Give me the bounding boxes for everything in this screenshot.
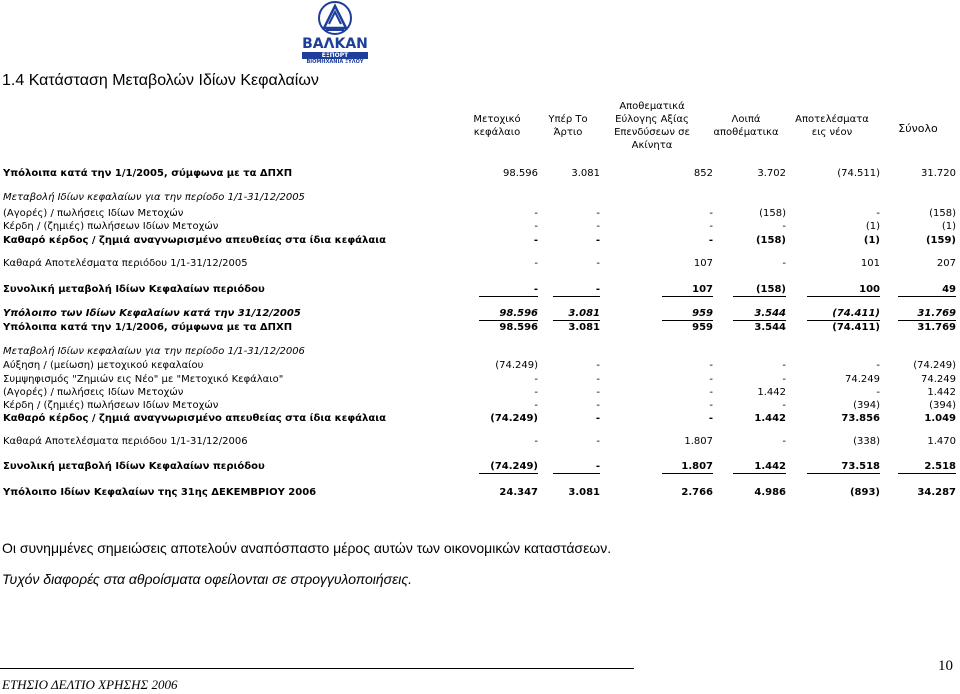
page-number: 10 bbox=[938, 658, 953, 674]
cell-value: 3.544 bbox=[754, 322, 786, 333]
cell-value: - bbox=[709, 208, 713, 219]
cell-value: (74.249) bbox=[490, 461, 538, 472]
company-logo bbox=[296, 0, 374, 66]
cell-value: 207 bbox=[936, 258, 956, 269]
cell-value: 959 bbox=[692, 308, 713, 319]
cell-value: (394) bbox=[929, 400, 956, 411]
row-label: Κέρδη / (ζημιές) πωλήσεων Ιδίων Μετοχών bbox=[3, 221, 219, 232]
total-underline bbox=[733, 320, 786, 321]
table-row bbox=[0, 283, 960, 297]
cell-value: 24.347 bbox=[499, 487, 538, 498]
total-underline bbox=[898, 473, 956, 474]
cell-value: (74.249) bbox=[495, 360, 538, 371]
cell-value: 1.442 bbox=[927, 387, 956, 398]
cell-value: (158) bbox=[755, 235, 786, 246]
cell-value: 3.544 bbox=[754, 308, 786, 319]
cell-value: (74.511) bbox=[837, 168, 880, 179]
cell-value: 101 bbox=[860, 258, 880, 269]
cell-value: - bbox=[709, 360, 713, 371]
cell-value: - bbox=[782, 374, 786, 385]
total-underline bbox=[662, 473, 713, 474]
cell-value: 31.769 bbox=[917, 322, 956, 333]
table-row bbox=[0, 345, 960, 359]
table-row bbox=[0, 220, 960, 234]
cell-value: - bbox=[534, 221, 538, 232]
table-row bbox=[0, 207, 960, 221]
cell-value: 3.081 bbox=[568, 322, 600, 333]
cell-value: 3.081 bbox=[568, 308, 600, 319]
column-header-line: αποθέματικα bbox=[713, 127, 779, 138]
cell-value: - bbox=[709, 387, 713, 398]
cell-value: 2.766 bbox=[681, 487, 713, 498]
column-header-line: Αποτελέσματα bbox=[795, 114, 869, 125]
column-header-2 bbox=[604, 100, 700, 152]
cell-value: - bbox=[533, 235, 538, 246]
total-underline bbox=[898, 296, 956, 297]
table-row bbox=[0, 373, 960, 387]
cell-value: - bbox=[534, 208, 538, 219]
footer-divider bbox=[0, 668, 634, 669]
table-row bbox=[0, 435, 960, 449]
row-label: Μεταβολή Ιδίων κεφαλαίων για την περίοδο 1/1-31/12/2006 bbox=[3, 346, 305, 357]
row-label: Καθαρά Αποτελέσματα περιόδου 1/1-31/12/2005 bbox=[3, 258, 248, 269]
row-label: Αύξηση / (μείωση) μετοχικού κεφαλαίου bbox=[3, 360, 204, 371]
column-header-line: Επενδύσεων σε bbox=[614, 127, 690, 138]
cell-value: 100 bbox=[859, 284, 880, 295]
table-row bbox=[0, 257, 960, 271]
row-label: Υπόλοιπα κατά την 1/1/2006, σύμφωνα με τα ΔΠΧΠ bbox=[3, 322, 293, 333]
column-header-4 bbox=[787, 113, 877, 139]
row-label: Συνολική μεταβολή Ιδίων Κεφαλαίων περιόδου bbox=[3, 461, 265, 472]
cell-value: - bbox=[595, 284, 600, 295]
cell-value: - bbox=[595, 413, 600, 424]
total-underline bbox=[733, 473, 786, 474]
row-label: (Αγορές) / πωλήσεις Ιδίων Μετοχών bbox=[3, 387, 184, 398]
column-header-line: Εύλογης Αξίας bbox=[615, 114, 689, 125]
cell-value: 98.596 bbox=[499, 308, 538, 319]
cell-value: (74.249) bbox=[913, 360, 956, 371]
cell-value: - bbox=[709, 374, 713, 385]
table-row bbox=[0, 234, 960, 248]
cell-value: (159) bbox=[925, 235, 956, 246]
cell-value: (158) bbox=[929, 208, 956, 219]
total-underline bbox=[479, 320, 538, 321]
cell-value: 2.518 bbox=[924, 461, 956, 472]
cell-value: (74.249) bbox=[490, 413, 538, 424]
total-underline bbox=[807, 473, 880, 474]
cell-value: 1.807 bbox=[684, 436, 713, 447]
cell-value: 3.081 bbox=[568, 487, 600, 498]
table-row bbox=[0, 167, 960, 181]
cell-value: - bbox=[876, 360, 880, 371]
cell-value: 74.249 bbox=[845, 374, 880, 385]
cell-value: 3.081 bbox=[571, 168, 600, 179]
total-underline bbox=[733, 296, 786, 297]
row-label: (Αγορές) / πωλήσεις Ιδίων Μετοχών bbox=[3, 208, 184, 219]
notes-statement: Οι συνημμένες σημειώσεις αποτελούν αναπόσπαστο μέρος αυτών των οικονομικών καταστάσεων. bbox=[2, 540, 612, 556]
cell-value: - bbox=[596, 208, 600, 219]
column-header-line: εις νέον bbox=[811, 127, 853, 138]
cell-value: 3.702 bbox=[757, 168, 786, 179]
cell-value: 31.720 bbox=[921, 168, 956, 179]
cell-value: - bbox=[596, 360, 600, 371]
column-header-5 bbox=[888, 122, 948, 135]
row-label: Συνολική μεταβολή Ιδίων Κεφαλαίων περιόδου bbox=[3, 284, 265, 295]
cell-value: 959 bbox=[692, 322, 713, 333]
rounding-note: Τυχόν διαφορές στα αθροίσματα οφείλονται σε στρογγυλοποιήσεις. bbox=[2, 571, 413, 587]
cell-value: (338) bbox=[853, 436, 880, 447]
column-header-line: Λοιπά bbox=[731, 114, 761, 125]
column-header-1 bbox=[536, 113, 600, 139]
cell-value: 31.769 bbox=[917, 308, 956, 319]
cell-value: - bbox=[596, 374, 600, 385]
cell-value: - bbox=[596, 258, 600, 269]
cell-value: (74.411) bbox=[832, 308, 880, 319]
cell-value: 98.596 bbox=[499, 322, 538, 333]
total-underline bbox=[553, 296, 600, 297]
column-header-line: Αποθεματικά bbox=[619, 101, 685, 112]
total-underline bbox=[479, 296, 538, 297]
row-label: Υπόλοιπο των Ιδίων Κεφαλαίων κατά την 31/12/2005 bbox=[3, 308, 301, 319]
cell-value: 107 bbox=[692, 284, 713, 295]
cell-value: (74.411) bbox=[832, 322, 880, 333]
cell-value: - bbox=[782, 400, 786, 411]
cell-value: 98.596 bbox=[503, 168, 538, 179]
row-label: Καθαρό κέρδος / ζημιά αναγνωρισμένο απευθείας στα ίδια κεφάλαια bbox=[3, 235, 386, 246]
cell-value: - bbox=[596, 387, 600, 398]
column-header-line: κεφάλαιο bbox=[473, 127, 521, 138]
table-row bbox=[0, 307, 960, 321]
cell-value: 74.249 bbox=[921, 374, 956, 385]
cell-value: - bbox=[708, 235, 713, 246]
logo-name: ΒΑΛΚΑΝ bbox=[302, 36, 368, 52]
cell-value: 34.287 bbox=[917, 487, 956, 498]
cell-value: 1.442 bbox=[754, 461, 786, 472]
column-header-0 bbox=[457, 113, 537, 139]
row-label: Υπόλοιπο Ιδίων Κεφαλαίων της 31ης ΔΕΚΕΜΒΡΙΟΥ 2006 bbox=[3, 487, 317, 498]
cell-value: - bbox=[533, 284, 538, 295]
cell-value: (1) bbox=[941, 221, 956, 232]
table-row bbox=[0, 399, 960, 413]
cell-value: 1.442 bbox=[754, 413, 786, 424]
row-label: Συμψηφισμός "Ζημιών εις Νέο" με "Μετοχικό Κεφάλαιο" bbox=[3, 374, 284, 385]
cell-value: - bbox=[709, 221, 713, 232]
cell-value: - bbox=[876, 208, 880, 219]
cell-value: - bbox=[596, 221, 600, 232]
cell-value: (1) bbox=[863, 235, 880, 246]
cell-value: (893) bbox=[849, 487, 880, 498]
logo-bar: ΕΞΠΟΡΤ bbox=[302, 52, 368, 59]
cell-value: - bbox=[595, 235, 600, 246]
cell-value: - bbox=[596, 436, 600, 447]
cell-value: 1.049 bbox=[924, 413, 956, 424]
cell-value: 1.470 bbox=[927, 436, 956, 447]
column-header-line: Ακίνητα bbox=[631, 140, 673, 151]
table-row bbox=[0, 386, 960, 400]
row-label: Καθαρό κέρδος / ζημιά αναγνωρισμένο απευθείας στα ίδια κεφάλαια bbox=[3, 413, 386, 424]
cell-value: (394) bbox=[853, 400, 880, 411]
cell-value: - bbox=[534, 374, 538, 385]
cell-value: - bbox=[534, 400, 538, 411]
column-header-line: Σύνολο bbox=[898, 122, 938, 135]
column-header-line: Μετοχικό bbox=[473, 114, 521, 125]
table-row bbox=[0, 460, 960, 474]
cell-value: - bbox=[782, 258, 786, 269]
cell-value: 73.518 bbox=[841, 461, 880, 472]
cell-value: 4.986 bbox=[754, 487, 786, 498]
logo-emblem-icon bbox=[296, 0, 374, 40]
total-underline bbox=[807, 320, 880, 321]
column-header-line: Υπέρ Το bbox=[548, 114, 588, 125]
table-row bbox=[0, 412, 960, 426]
row-label: Υπόλοιπα κατά την 1/1/2005, σύμφωνα με τα ΔΠΧΠ bbox=[3, 168, 293, 179]
cell-value: - bbox=[876, 387, 880, 398]
total-underline bbox=[662, 296, 713, 297]
footer-text: ΕΤΗΣΙΟ ΔΕΛΤΙΟ ΧΡΗΣΗΣ 2006 bbox=[2, 677, 178, 692]
table-row bbox=[0, 321, 960, 335]
total-underline bbox=[662, 320, 713, 321]
total-underline bbox=[553, 473, 600, 474]
cell-value: (1) bbox=[865, 221, 880, 232]
total-underline bbox=[807, 296, 880, 297]
cell-value: - bbox=[534, 258, 538, 269]
cell-value: 1.807 bbox=[681, 461, 713, 472]
cell-value: (158) bbox=[759, 208, 786, 219]
cell-value: 73.856 bbox=[841, 413, 880, 424]
row-label: Μεταβολή Ιδίων κεφαλαίων για την περίοδο 1/1-31/12/2005 bbox=[3, 192, 305, 203]
cell-value: - bbox=[708, 413, 713, 424]
cell-value: - bbox=[534, 387, 538, 398]
row-label: Κέρδη / (ζημιές) πωλήσεων Ιδίων Μετοχών bbox=[3, 400, 219, 411]
column-header-line: Άρτιο bbox=[553, 127, 583, 138]
cell-value: (158) bbox=[755, 284, 786, 295]
column-header-3 bbox=[704, 113, 788, 139]
cell-value: 852 bbox=[693, 168, 713, 179]
cell-value: - bbox=[534, 436, 538, 447]
total-underline bbox=[479, 473, 538, 474]
table-row bbox=[0, 359, 960, 373]
table-row bbox=[0, 486, 960, 500]
section-title: 1.4 Κατάσταση Μεταβολών Ιδίων Κεφαλαίων bbox=[2, 72, 319, 89]
cell-value: - bbox=[782, 221, 786, 232]
cell-value: - bbox=[782, 436, 786, 447]
cell-value: 49 bbox=[942, 284, 956, 295]
cell-value: - bbox=[596, 400, 600, 411]
cell-value: - bbox=[709, 400, 713, 411]
row-label: Καθαρά Αποτελέσματα περιόδου 1/1-31/12/2006 bbox=[3, 436, 248, 447]
table-row bbox=[0, 191, 960, 205]
cell-value: - bbox=[595, 461, 600, 472]
cell-value: - bbox=[782, 360, 786, 371]
cell-value: 107 bbox=[693, 258, 713, 269]
logo-subtitle: ΒΙΟΜΗΧΑΝΙΑ ΞΥΛΟΥ bbox=[306, 59, 364, 65]
total-underline bbox=[898, 320, 956, 321]
total-underline bbox=[553, 320, 600, 321]
cell-value: 1.442 bbox=[757, 387, 786, 398]
